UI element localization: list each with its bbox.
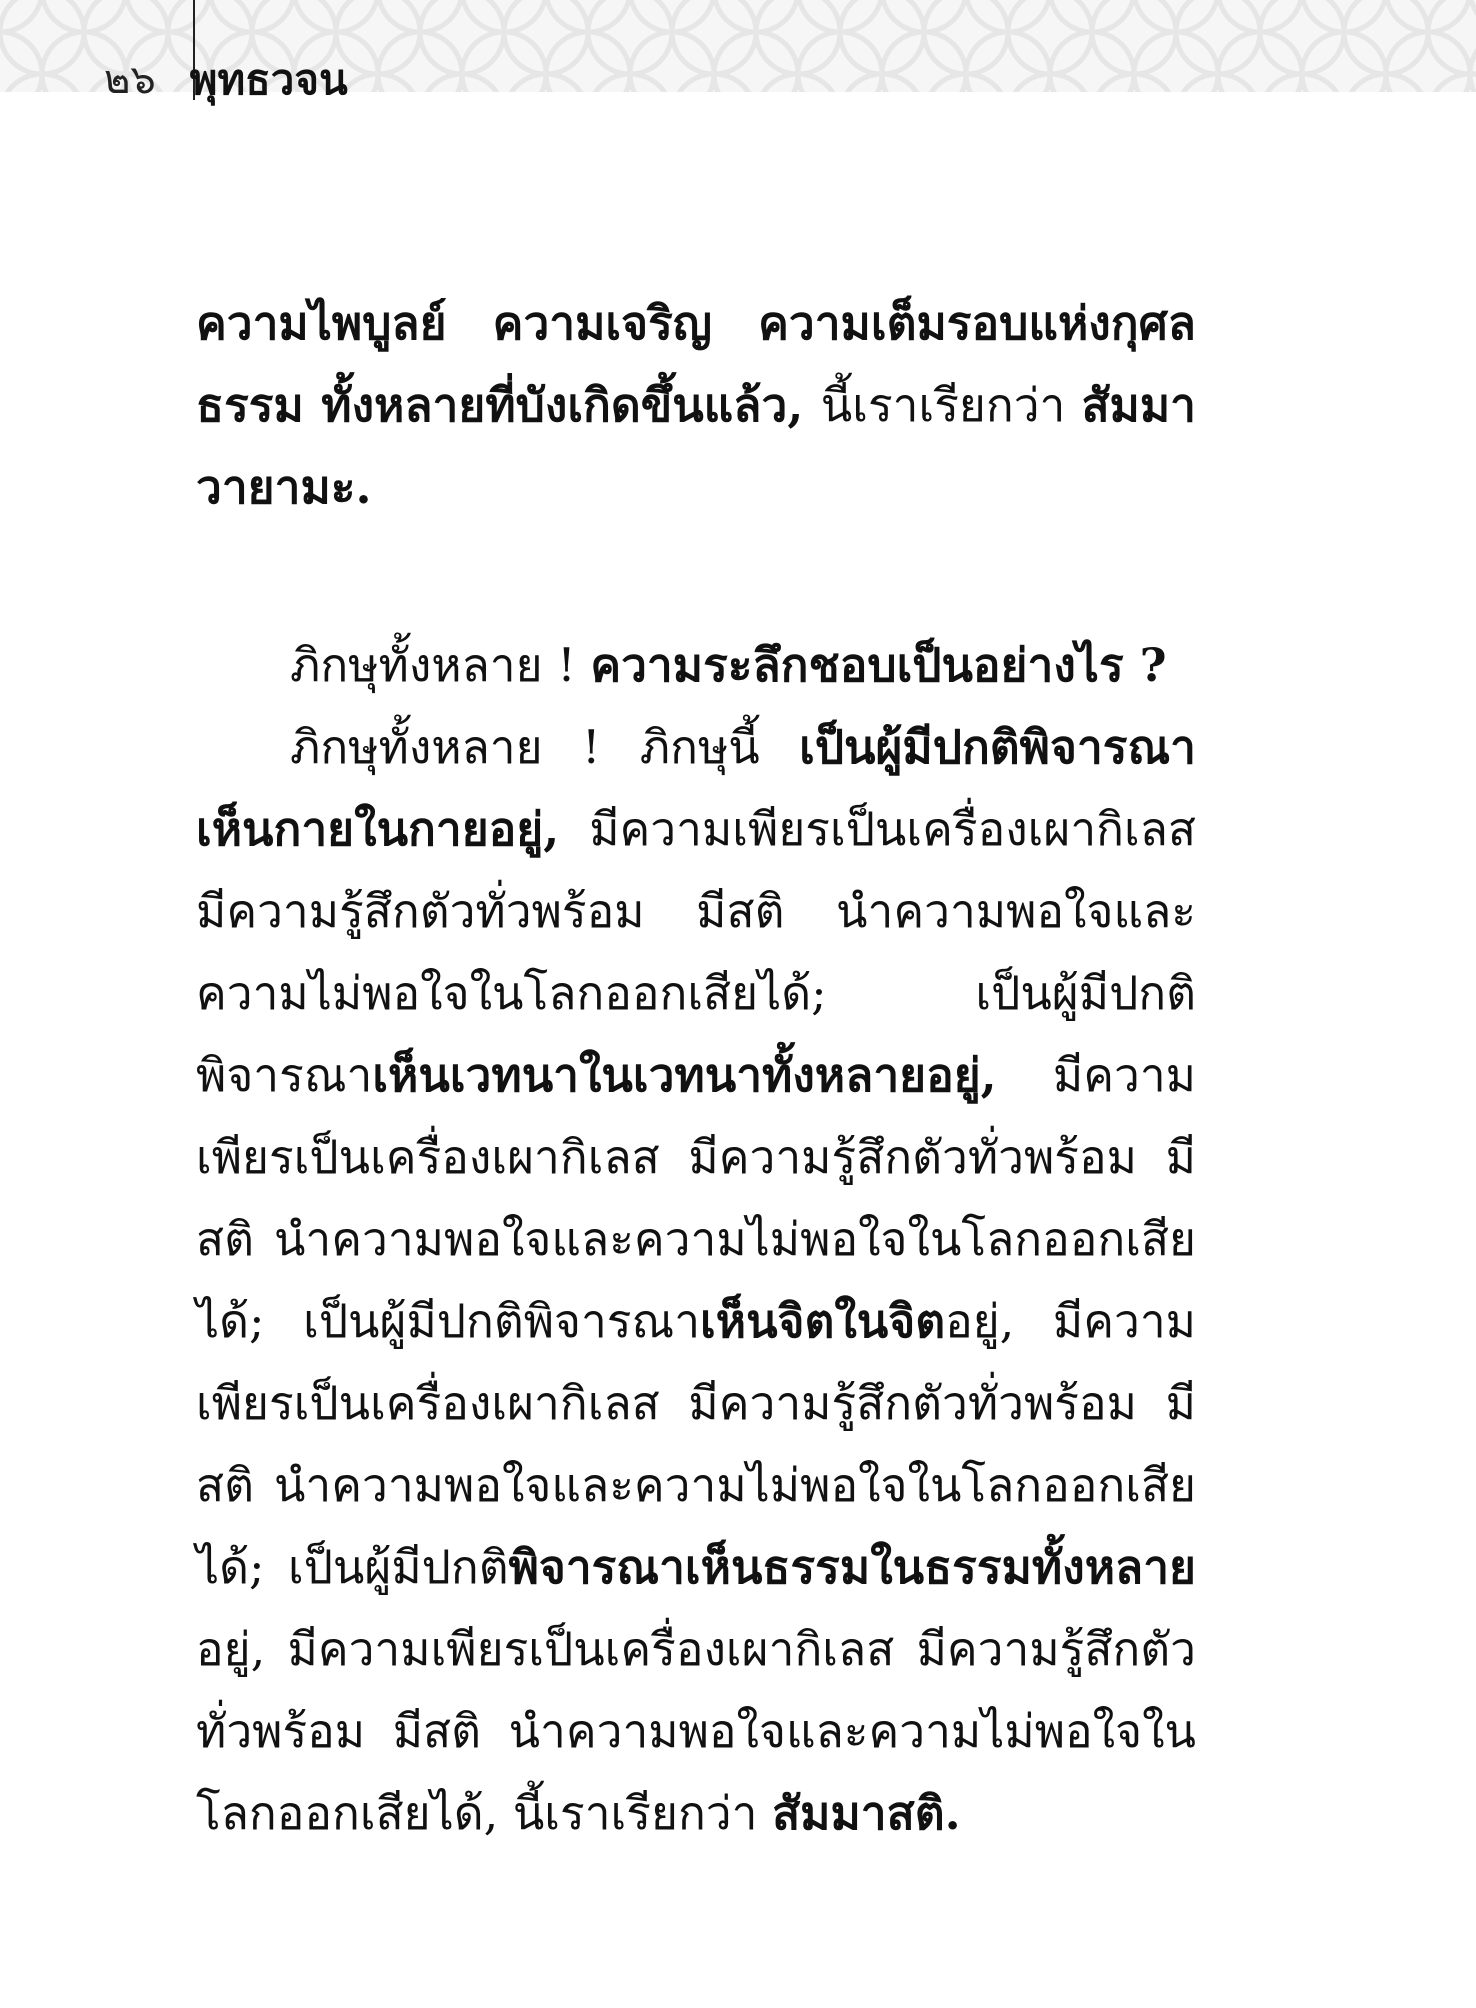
text-span: นี้เราเรียกว่า [820,378,1082,432]
page-number: ๒๖ [104,57,156,103]
paragraph-samma-sati [196,706,1196,1854]
text-span: ความไพบูลย์ ความเจริญ ความเต็มรอบแห่งกุศลธรรม ทั้งหลายที่บังเกิดขึ้นแล้ว, [196,296,1196,432]
text-span: เห็นจิตในจิต [700,1294,946,1348]
paragraph-gap [196,528,1196,624]
running-title: พุทธวจน [189,55,348,104]
text-span: อยู่, มีความเพียรเป็นเครื่องเผากิเลส มีความรู้สึกตัวทั่วพร้อม มีสติ นำความพอใจและความไม่พอใจในโลกออกเสียได้, นี้เราเรียกว่า [196,1622,1196,1840]
text-span: ภิกษุทั้งหลาย ! [290,638,591,692]
text-span: ความระลึกชอบเป็นอย่างไร ? [590,638,1167,692]
text-span: อยู่, มีความเพียรเป็นเครื่องเผากิเลส มีความรู้สึกตัวทั่วพร้อม มีสติ นำความพอใจและความไม่พอใจในโลกออกเสียได้; เป็นผู้มีปกติ [196,1294,1197,1594]
text-span: สัมมาวายามะ. [196,378,1196,514]
paragraph-question [196,624,1196,706]
text-span: ภิกษุทั้งหลาย ! ภิกษุนี้ [290,720,800,774]
page-header [104,52,348,108]
paragraph-samma-vayama [196,282,1196,528]
text-span: มีความเพียรเป็นเครื่องเผากิเลส มีความรู้สึกตัวทั่วพร้อม มีสติ นำความพอใจและความไม่พอใจในโลกออกเสียได้; เป็นผู้มีปกติพิจารณา [196,802,1196,1102]
text-span: สัมมาสติ. [772,1786,961,1840]
text-span: เห็นเวทนาในเวทนาทั้งหลายอยู่, [372,1048,997,1102]
text-span: เป็นผู้มีปกติพิจารณาเห็นกายในกายอยู่, [196,720,1196,856]
text-span: มีความเพียรเป็นเครื่องเผากิเลส มีความรู้สึกตัวทั่วพร้อม มีสติ นำความพอใจและความไม่พอใจในโลกออกเสียได้; เป็นผู้มีปกติพิจารณา [196,1048,1196,1348]
body-text [196,282,1196,1854]
text-span: พิจารณาเห็นธรรมในธรรมทั้งหลาย [508,1540,1196,1594]
